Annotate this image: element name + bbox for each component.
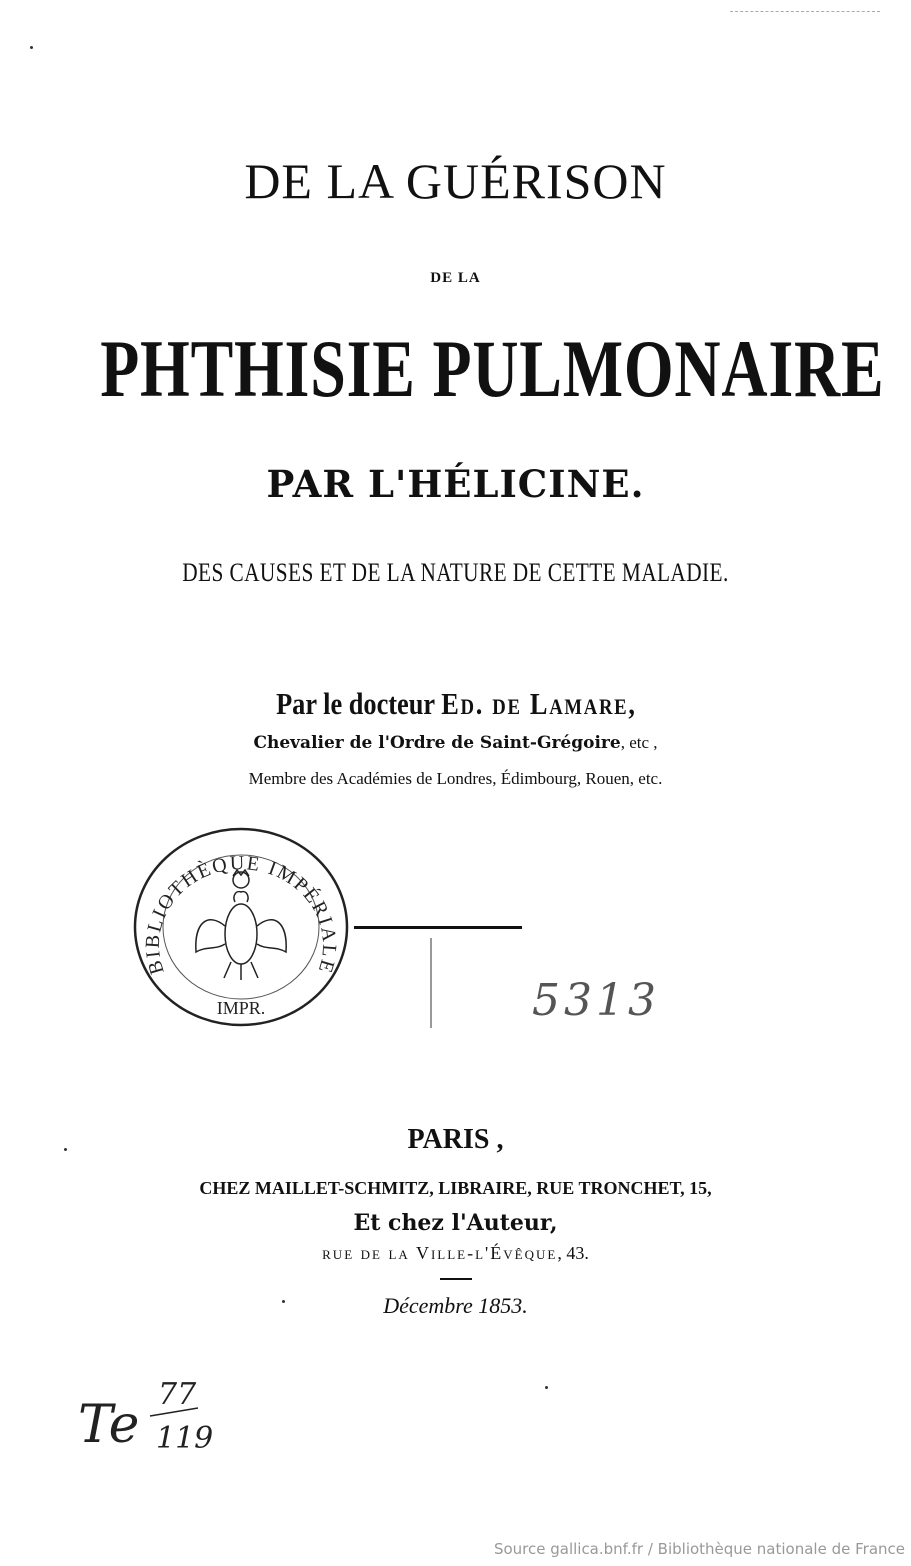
- separator-rule: [440, 1278, 472, 1280]
- author-name: Ed. de Lamare: [441, 686, 629, 721]
- author-order: Chevalier de l'Ordre de Saint-Grégoire: [253, 733, 621, 753]
- title-line-guerison: DE LA GUÉRISON: [244, 153, 667, 209]
- speck: [282, 1300, 285, 1303]
- svg-text:BIBLIOTHÈQUE IMPÉRIALE: [142, 852, 341, 977]
- subtitle-causes: DES CAUSES ET DE LA NATURE DE CETTE MALADIE.: [182, 558, 729, 587]
- imprint-city-suffix: ,: [489, 1124, 504, 1155]
- imprint-city: PARIS: [407, 1124, 490, 1155]
- title-line-de-la: DE LA: [430, 270, 481, 286]
- handwritten-rule: [354, 926, 522, 929]
- top-edge-mark: [730, 11, 880, 12]
- manuscript-number: 5313: [532, 975, 660, 1026]
- imprint-city-line: [0, 1124, 911, 1156]
- imprint-bookseller: CHEZ MAILLET-SCHMITZ, LIBRAIRE, RUE TRONCHET, 15,: [199, 1178, 712, 1198]
- title-line-helicine: PAR L'HÉLICINE.: [266, 462, 645, 506]
- shelfmark: [76, 1368, 216, 1468]
- author-memberships: Membre des Académies de Londres, Édimbourg, Rouen, etc.: [248, 769, 663, 788]
- imprint-date: Décembre 1853.: [383, 1293, 528, 1318]
- library-stamp: [132, 826, 350, 1028]
- speck: [545, 1386, 548, 1389]
- imprint-address-line: [0, 1243, 911, 1264]
- author-prefix: Par le docteur: [276, 686, 442, 721]
- speck: [64, 1148, 67, 1151]
- shelfmark-denominator: 119: [156, 1421, 214, 1456]
- author-order-line: [0, 733, 911, 753]
- stamp-bottom-text: IMPR.: [216, 998, 266, 1018]
- eagle-icon: [196, 870, 286, 980]
- imprint-address-number: , 43.: [557, 1243, 589, 1263]
- speck: [30, 46, 33, 49]
- imprint-address: rue de la Ville-l'Évêque: [322, 1243, 558, 1263]
- imprint-author-line: Et chez l'Auteur,: [353, 1210, 558, 1236]
- title-main-phthisie: PHTHISIE PULMONAIRE: [100, 323, 885, 414]
- shelfmark-numerator: 77: [158, 1377, 197, 1412]
- author-line: [68, 686, 842, 722]
- source-footer: Source gallica.bnf.fr / Bibliothèque nationale de France: [493, 1540, 905, 1558]
- pencil-bracket: [430, 938, 436, 1028]
- author-order-suffix: , etc ,: [620, 733, 658, 752]
- author-suffix: ,: [628, 686, 635, 721]
- shelfmark-prefix: Te: [78, 1395, 140, 1455]
- stamp-legend: BIBLIOTHÈQUE IMPÉRIALE: [141, 852, 341, 977]
